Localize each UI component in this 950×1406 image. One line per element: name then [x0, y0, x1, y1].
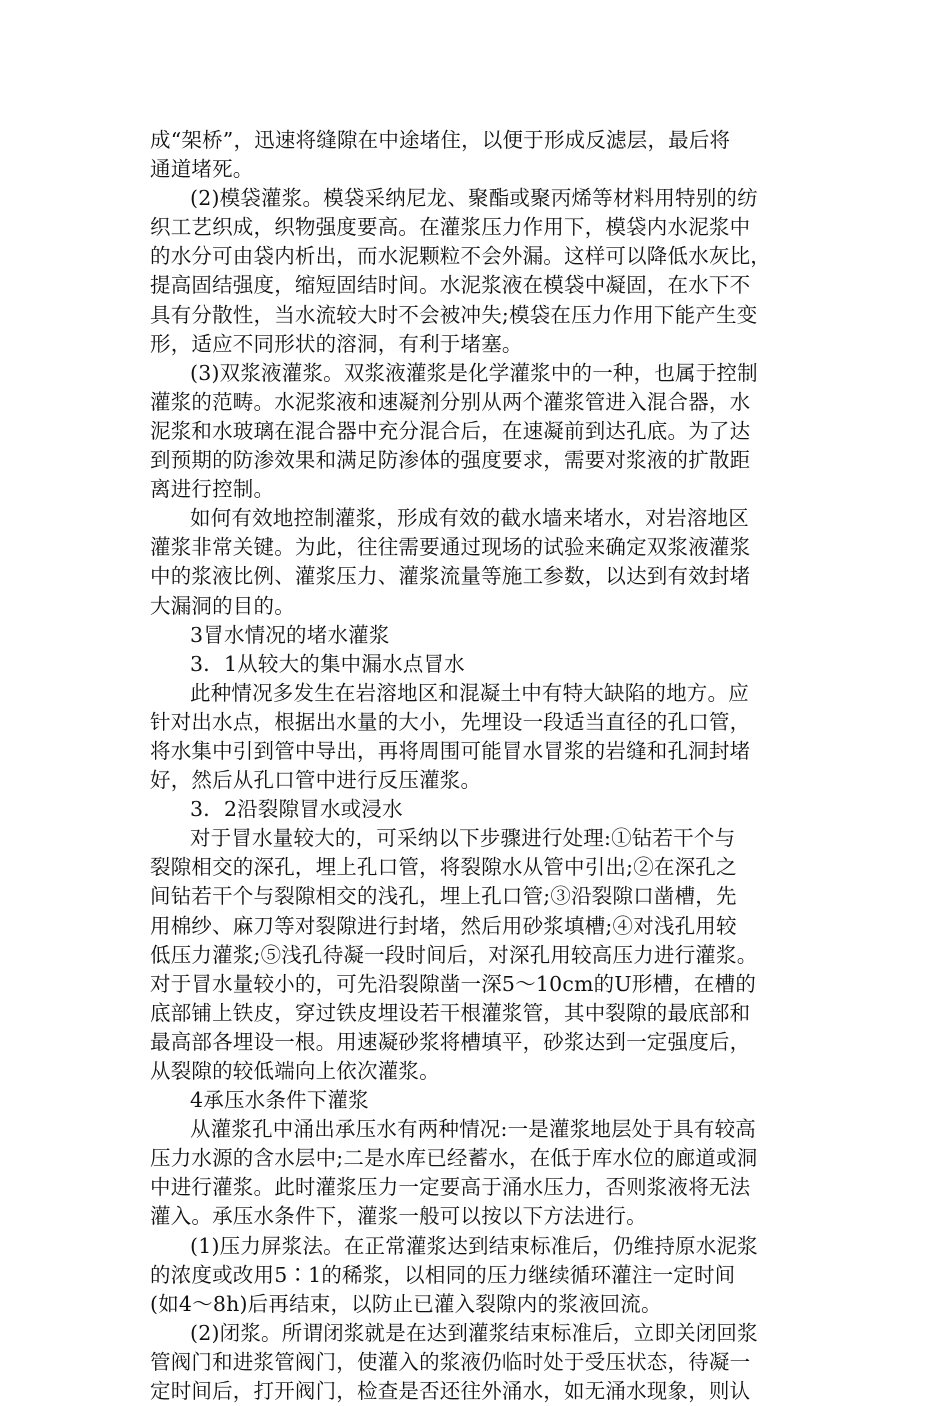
text-line: 离进行控制。 [150, 477, 275, 502]
text-line: 成“架桥”，迅速将缝隙在中途堵住，以便于形成反滤层，最后将 [150, 128, 731, 152]
text-line: 4承压水条件下灌浆 [190, 1088, 369, 1113]
text-line: 3．1从较大的集中漏水点冒水 [190, 651, 465, 676]
text-line: 灌浆的范畴。水泥浆液和速凝剂分别从两个灌浆管进入混合器，水 [150, 389, 751, 414]
text-line: 用棉纱、麻刀等对裂隙进行封堵，然后用砂浆填槽;④对浅孔用较 [150, 913, 737, 938]
text-line: 定时间后，打开阀门，检查是否还往外涌水，如无涌水现象，则认 [150, 1379, 751, 1404]
text-line: 大漏洞的目的。 [150, 593, 295, 618]
text-line: 的水分可由袋内析出，而水泥颗粒不会外漏。这样可以降低水灰比， [150, 244, 771, 269]
text-line: 好，然后从孔口管中进行反压灌浆。 [150, 768, 482, 793]
text-line: (2)闭浆。所谓闭浆就是在达到灌浆结束标准后，立即关闭回浆 [190, 1320, 758, 1345]
text-line: 压力水源的含水层中;二是水库已经蓄水，在低于库水位的廊道或洞 [150, 1146, 758, 1171]
text-line: 通道堵死。 [150, 157, 254, 182]
text-line: 最高部各埋设一根。用速凝砂浆将槽填平，砂浆达到一定强度后， [150, 1029, 751, 1054]
text-line: 此种情况多发生在岩溶地区和混凝土中有特大缺陷的地方。应 [190, 680, 749, 705]
text-line: 3．2沿裂隙冒水或浸水 [190, 797, 403, 822]
text-line: 从裂隙的较低端向上依次灌浆。 [150, 1059, 440, 1083]
text-line: 灌入。承压水条件下，灌浆一般可以按以下方法进行。 [150, 1204, 647, 1229]
text-line: 将水集中引到管中导出，再将周围可能冒水冒浆的岩缝和孔洞封堵 [150, 738, 751, 763]
text-line: 织工艺织成，织物强度要高。在灌浆压力作用下，模袋内水泥浆中 [150, 215, 751, 240]
text-line: 3冒水情况的堵水灌浆 [190, 622, 390, 647]
text-line: 形，适应不同形状的溶洞，有利于堵塞。 [150, 331, 523, 356]
text-line: 具有分散性，当水流较大时不会被冲失;模袋在压力作用下能产生变 [150, 302, 758, 327]
text-line: (1)压力屏浆法。在正常灌浆达到结束标准后，仍维持原水泥浆 [190, 1233, 758, 1258]
text-line: 到预期的防渗效果和满足防渗体的强度要求，需要对浆液的扩散距 [150, 448, 751, 473]
text-line: (如4～8h)后再结束，以防止已灌入裂隙内的浆液回流。 [150, 1291, 662, 1316]
body-text [150, 126, 810, 1406]
text-line: 对于冒水量较小的，可先沿裂隙凿一深5～10cm的U形槽，在槽的 [150, 971, 757, 996]
text-line: 间钻若干个与裂隙相交的浅孔，埋上孔口管;③沿裂隙口凿槽，先 [150, 884, 737, 909]
text-line: 提高固结强度，缩短固结时间。水泥浆液在模袋中凝固，在水下不 [150, 273, 751, 298]
text-line: 如何有效地控制灌浆，形成有效的截水墙来堵水，对岩溶地区 [190, 506, 749, 531]
text-line: 针对出水点，根据出水量的大小，先埋设一段适当直径的孔口管， [150, 709, 751, 734]
text-line: 的浓度或改用5∶1的稀浆，以相同的压力继续循环灌注一定时间 [150, 1262, 736, 1287]
text-line: 对于冒水量较大的，可采纳以下步骤进行处理:①钻若干个与 [190, 826, 736, 851]
text-line: (3)双浆液灌浆。双浆液灌浆是化学灌浆中的一种，也属于控制 [190, 360, 758, 385]
text-line: 从灌浆孔中涌出承压水有两种情况:一是灌浆地层处于具有较高 [190, 1117, 757, 1142]
text-line: 管阀门和进浆管阀门，使灌入的浆液仍临时处于受压状态，待凝一 [150, 1349, 751, 1374]
text-line: 泥浆和水玻璃在混合器中充分混合后，在速凝前到达孔底。为了达 [150, 418, 751, 443]
text-line: 中进行灌浆。此时灌浆压力一定要高于涌水压力，否则浆液将无法 [150, 1175, 751, 1200]
text-line: 裂隙相交的深孔，埋上孔口管，将裂隙水从管中引出;②在深孔之 [150, 855, 737, 880]
text-line: 低压力灌浆;⑤浅孔待凝一段时间后，对深孔用较高压力进行灌浆。 [150, 942, 758, 967]
text-line: (2)模袋灌浆。模袋采纳尼龙、聚酯或聚丙烯等材料用特别的纺 [190, 186, 758, 211]
text-line: 灌浆非常关键。为此，往往需要通过现场的试验来确定双浆液灌浆 [150, 535, 751, 560]
text-line: 中的浆液比例、灌浆压力、灌浆流量等施工参数，以达到有效封堵 [150, 564, 751, 589]
text-line: 底部铺上铁皮，穿过铁皮埋设若干根灌浆管，其中裂隙的最底部和 [150, 1000, 751, 1025]
